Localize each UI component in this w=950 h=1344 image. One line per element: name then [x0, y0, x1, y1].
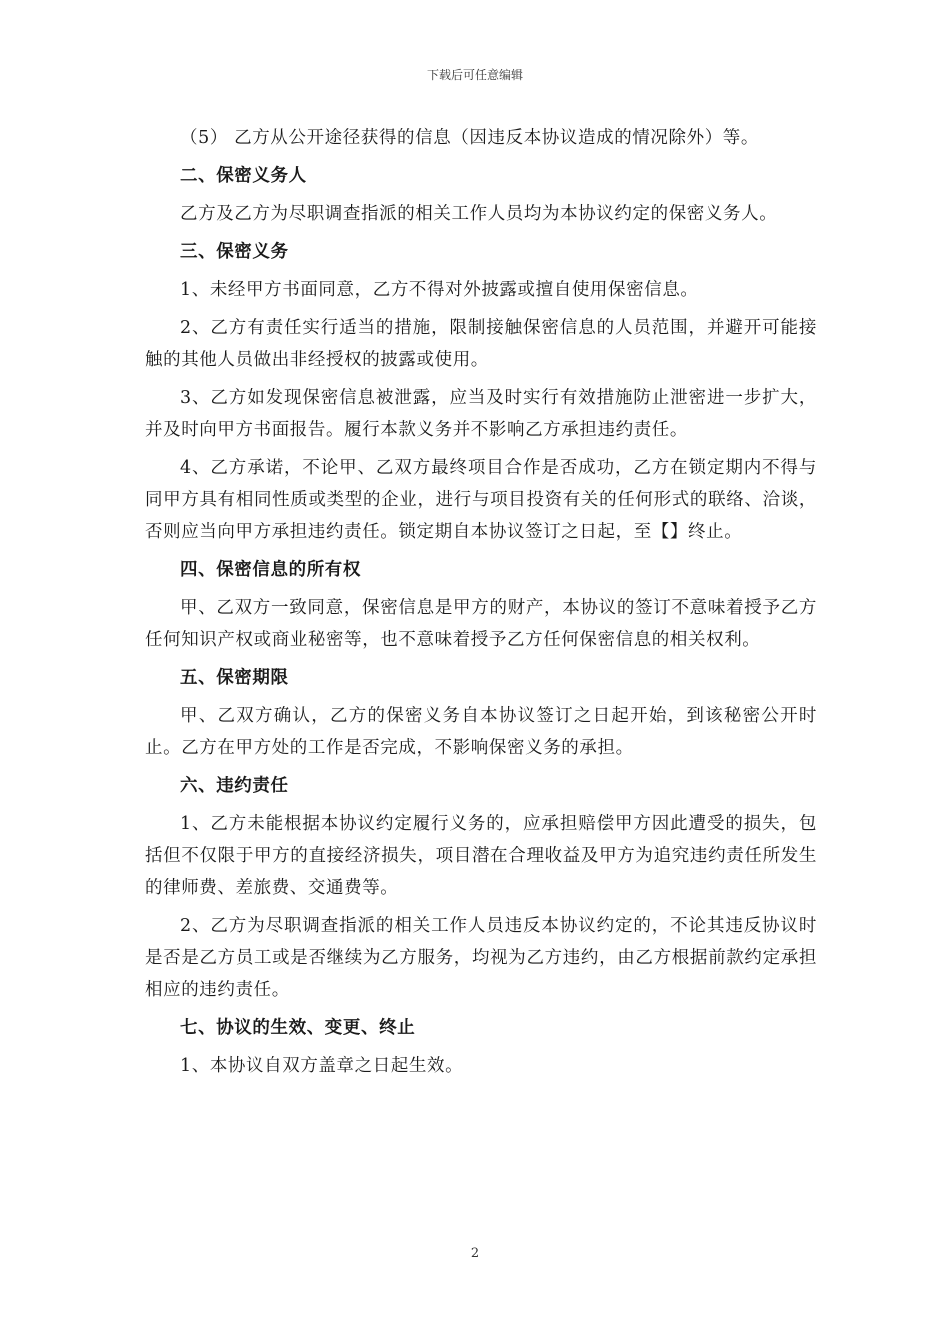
paragraph-effectiveness-1: 1、本协议自双方盖章之日起生效。 [180, 1056, 464, 1076]
section-heading-liability: 六、违约责任 [180, 776, 289, 796]
paragraph-term: 甲、乙双方确认，乙方的保密义务自本协议签订之日起开始，到该秘密公开时止。乙方在甲方处的工作是否完成，不影响保密义务的承担。 [145, 706, 817, 758]
paragraph-obligation-1: 1、未经甲方书面同意，乙方不得对外披露或擅自使用保密信息。 [180, 280, 699, 300]
paragraph-liability-1: 1、乙方未能根据本协议约定履行义务的，应承担赔偿甲方因此遭受的损失，包括但不仅限于甲方的直接经济损失，项目潜在合理收益及甲方为追究违约责任所发生的律师费、差旅费、交通费等。 [145, 814, 817, 898]
page-header: 下载后可任意编辑 [426, 68, 523, 82]
paragraph-ownership: 甲、乙双方一致同意，保密信息是甲方的财产，本协议的签订不意味着授予乙方任何知识产权或商业秘密等，也不意味着授予乙方任何保密信息的相关权利。 [145, 598, 817, 650]
section-heading-term: 五、保密期限 [180, 668, 289, 688]
document-body [145, 122, 817, 1088]
paragraph-liability-2: 2、乙方为尽职调查指派的相关工作人员违反本协议约定的，不论其违反协议时是否是乙方员工或是否继续为乙方服务，均视为乙方违约，由乙方根据前款约定承担相应的违约责任。 [145, 916, 817, 1000]
section-heading-obligations: 三、保密义务 [180, 242, 289, 262]
paragraph-public-info: （5） 乙方从公开途径获得的信息（因违反本协议造成的情况除外）等。 [180, 128, 759, 148]
paragraph-obligation-4: 4、乙方承诺，不论甲、乙双方最终项目合作是否成功，乙方在锁定期内不得与同甲方具有相同性质或类型的企业，进行与项目投资有关的任何形式的联络、洽谈，否则应当向甲方承担违约责任。锁定期自本协议签订之日起，至【】终止。 [145, 458, 817, 542]
paragraph-obligation-3: 3、乙方如发现保密信息被泄露，应当及时实行有效措施防止泄密进一步扩大，并及时向甲方书面报告。履行本款义务并不影响乙方承担违约责任。 [145, 388, 817, 440]
section-heading-effectiveness: 七、协议的生效、变更、终止 [180, 1018, 416, 1038]
paragraph-obligor: 乙方及乙方为尽职调查指派的相关工作人员均为本协议约定的保密义务人。 [180, 204, 778, 224]
page-number: 2 [470, 1246, 480, 1261]
section-heading-ownership: 四、保密信息的所有权 [180, 560, 361, 580]
paragraph-obligation-2: 2、乙方有责任实行适当的措施，限制接触保密信息的人员范围，并避开可能接触的其他人员做出非经授权的披露或使用。 [145, 318, 817, 370]
section-heading-obligor: 二、保密义务人 [180, 166, 307, 186]
